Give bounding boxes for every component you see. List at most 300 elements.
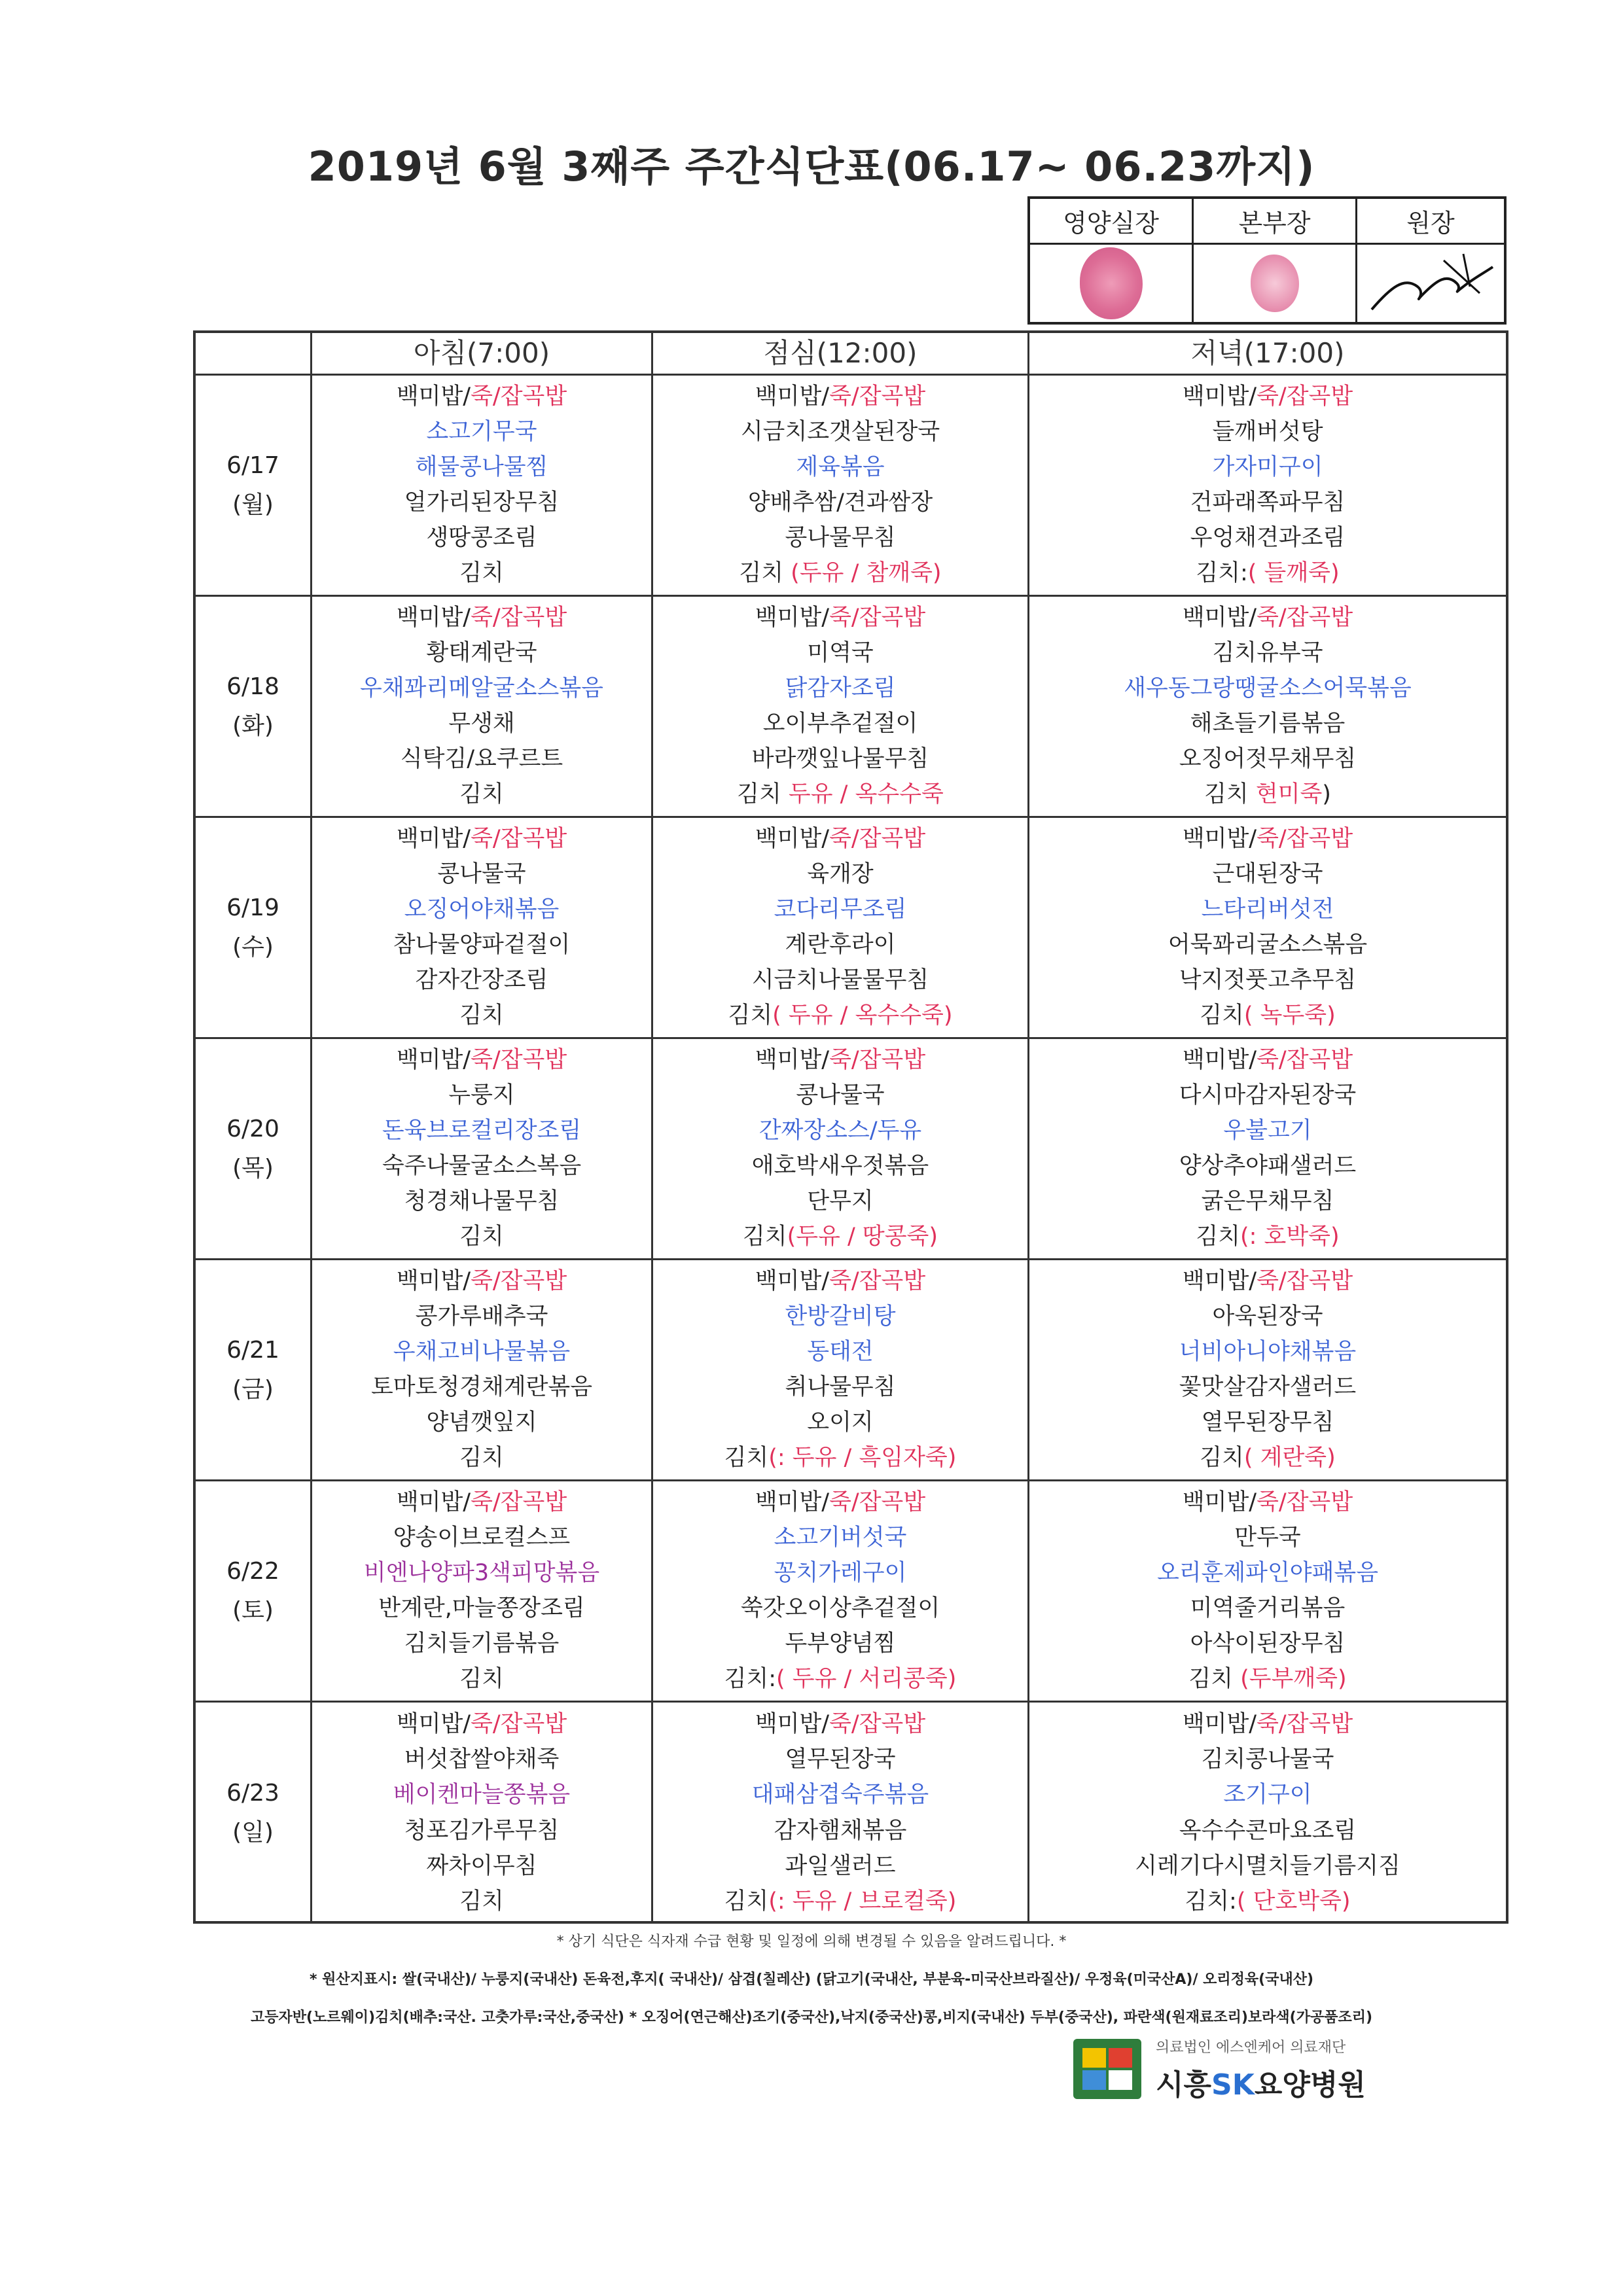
menu-item (1200, 1004, 1336, 1027)
menu-item-text: 짜차이무침 (426, 1852, 537, 1879)
menu-item (397, 828, 567, 851)
menu-item (360, 677, 603, 700)
menu-item (393, 1341, 570, 1364)
menu-item-text: 제육볶음 (796, 454, 885, 481)
menu-item-text: 비엔나양파3색피망볶음 (363, 1560, 600, 1587)
menu-item-text: 김치: (1196, 559, 1248, 586)
menu-item-text: 김치 (459, 1002, 504, 1029)
menu-item-text: 단무지 (807, 1188, 874, 1214)
menu-item-text: 우채꽈리메알굴소스볶음 (360, 675, 603, 702)
menu-item (396, 1710, 567, 1737)
menu-item (1183, 607, 1353, 629)
menu-item-text: 열무된장국 (785, 1746, 896, 1773)
menu-item-text: 옥수수콘마요조림 (1179, 1817, 1357, 1844)
menu-item (397, 385, 567, 408)
origin-notice-1: * 원산지표시: 쌀(국내산)/ 누룽지(국내산) 돈육전,후지( 국내산)/ 삼겹(칠레산) (닭고기(국내산, 부분육-미국산브라질산)/ 우정육(미국산A)/ 오리정육(국내산) (309, 1971, 1314, 1988)
approval-signature-cell (1357, 245, 1504, 322)
menu-item-text: 양념깻잎지 (426, 1409, 537, 1436)
menu-item-text: 죽/잡곡밥 (471, 383, 567, 410)
day-weekday: (월) (232, 491, 274, 518)
menu-item-text: 꽃맛살감자샐러드 (1179, 1373, 1357, 1400)
menu-item (759, 1120, 921, 1142)
menu-item-text: 오징어야채볶음 (404, 896, 560, 923)
menu-item (785, 1852, 896, 1879)
menu-item (459, 783, 504, 806)
meal-cell (653, 376, 1029, 597)
menu-item-text: 죽/잡곡밥 (829, 1047, 926, 1074)
menu-item-text: 무생채 (448, 710, 515, 737)
menu-item (785, 1373, 896, 1400)
hospital-subtitle: 의료법인 에스엔케어 의료재단 (1156, 2040, 1346, 2056)
day-weekday: (일) (232, 1819, 274, 1846)
menu-item-text: 꽁치가레구이 (774, 1560, 907, 1587)
menu-item-text: 토마토청경채계란볶음 (370, 1373, 593, 1400)
day-label-cell (196, 1481, 312, 1703)
day-date: 6/21 (226, 1336, 279, 1364)
meal-cell (312, 818, 653, 1039)
menu-item-text: 백미밥/ (1182, 383, 1257, 410)
menu-item-text: 백미밥/ (396, 383, 471, 410)
menu-item (755, 1049, 925, 1072)
corner-cell (196, 333, 312, 376)
menu-item-text: 죽/잡곡밥 (1257, 1710, 1353, 1737)
menu-item (807, 1411, 873, 1434)
menu-item (415, 966, 548, 993)
menu-item (807, 1341, 873, 1364)
menu-item (1124, 677, 1412, 700)
meal-cell (653, 1260, 1029, 1481)
menu-item (785, 1630, 896, 1657)
menu-item-text: ) (1322, 781, 1331, 807)
menu-item-text: 김치들기름볶음 (404, 1630, 560, 1657)
menu-item-text: 육개장 (807, 861, 874, 888)
menu-item (751, 1152, 929, 1179)
menu-item (1185, 1890, 1350, 1913)
origin-notice-2: 고등자반(노르웨이)김치(배추:국산. 고춧가루:국산,중국산) * 오징어(연근해산)조기(중국산),낙지(중국산)콩,비지(국내산) 두부(중국산), 파란색(원재료조리)보라색(가공품조리) (250, 2009, 1373, 2026)
meal-cell (653, 597, 1029, 818)
menu-item-text: 코다리무조림 (774, 896, 907, 923)
menu-item (1182, 1710, 1353, 1737)
menu-item-text: 백미밥/ (755, 1047, 830, 1074)
menu-item-text: 숙주나물굴소스복음 (382, 1152, 582, 1179)
menu-item (1183, 385, 1353, 408)
menu-item-text: 느타리버섯전 (1201, 896, 1334, 923)
menu-item (364, 1562, 599, 1585)
menu-item (416, 1305, 548, 1328)
menu-item-text: 죽/잡곡밥 (829, 383, 926, 410)
menu-item (737, 783, 944, 806)
menu-item (742, 1223, 938, 1250)
hospital-logo (1073, 2035, 1387, 2107)
menu-item (378, 1597, 584, 1620)
page-title: 2019년 6월 3째주 주간식단표(06.17~ 06.23까지) (308, 143, 1315, 190)
menu-item (437, 863, 526, 886)
menu-item-text: 시금치조갯살된장국 (740, 419, 940, 446)
day-label-cell (196, 376, 312, 597)
menu-item-text: 김치 (459, 559, 504, 586)
menu-item (459, 1890, 504, 1913)
menu-item (426, 1852, 537, 1879)
menu-item-text: 백미밥/ (396, 605, 471, 631)
menu-item-text: 오이부추겉절이 (762, 710, 918, 737)
menu-item-text: 쑥갓오이상추겉절이 (740, 1595, 940, 1621)
menu-item-text: 두부양념찜 (785, 1630, 896, 1657)
menu-item-text: 다시마감자된장국 (1179, 1082, 1357, 1109)
menu-item-text: 죽/잡곡밥 (1257, 826, 1353, 853)
day-weekday: (수) (232, 933, 274, 961)
menu-item-text: 죽/잡곡밥 (471, 826, 567, 853)
menu-item (741, 1597, 940, 1620)
menu-item-text: 김치 (739, 559, 791, 586)
menu-item-text: 미역국 (807, 640, 874, 667)
menu-item-text: 백미밥/ (396, 1710, 471, 1737)
menu-item-text: 돈육브로컬리장조림 (382, 1118, 582, 1144)
menu-item-text: 죽/잡곡밥 (1257, 1268, 1353, 1295)
menu-item-text: 죽/잡곡밥 (829, 1268, 926, 1295)
menu-item-text: 참나물양파겉절이 (393, 931, 571, 958)
menu-item-text: 소고기버섯국 (774, 1525, 907, 1551)
menu-item-text: 김치 (737, 781, 789, 807)
menu-item (796, 1084, 884, 1107)
menu-item-text: 들깨버섯탕 (1212, 419, 1323, 446)
menu-item (1204, 783, 1331, 806)
day-label-cell (196, 1039, 312, 1260)
menu-item (1196, 1223, 1340, 1250)
menu-item-text: 죽/잡곡밥 (829, 1489, 926, 1516)
menu-item (1183, 1270, 1353, 1293)
menu-item (459, 1665, 504, 1692)
menu-item (1202, 898, 1334, 921)
menu-item (755, 1270, 925, 1293)
menu-item (404, 1190, 560, 1213)
menu-item-text: 동태전 (807, 1339, 874, 1366)
seal-stamp (1251, 255, 1299, 312)
menu-item (755, 607, 925, 629)
menu-item-text: 백미밥/ (1182, 1710, 1257, 1737)
menu-item-text: 시레기다시멸치들기름지짐 (1135, 1852, 1400, 1879)
menu-item (1183, 1491, 1353, 1514)
menu-item-text: 베이켄마늘쫑볶음 (393, 1782, 571, 1809)
menu-item-text: (두유 / 참깨죽) (791, 559, 942, 586)
menu-item-text: 김치 (1200, 1002, 1244, 1029)
menu-item-text: 오징어젓무채무침 (1179, 745, 1357, 772)
menu-item-text: 백미밥/ (396, 1047, 471, 1074)
menu-item (755, 385, 925, 408)
menu-item-text: 죽/잡곡밥 (471, 1710, 567, 1737)
menu-item (1183, 1049, 1353, 1072)
column-header: 저녁(17:00) (1029, 333, 1506, 376)
column-header: 점심(12:00) (653, 333, 1029, 376)
menu-item (1202, 1190, 1334, 1213)
menu-item (393, 931, 571, 958)
menu-item (751, 745, 929, 772)
menu-item-text: 백미밥/ (1182, 1489, 1257, 1516)
menu-item (724, 1890, 957, 1913)
menu-item-text: ( 계란죽) (1243, 1444, 1336, 1471)
menu-item (397, 1491, 567, 1514)
menu-item-text: 오이지 (807, 1409, 874, 1436)
menu-item (459, 559, 504, 586)
menu-item (1212, 421, 1323, 444)
menu-item (1212, 642, 1323, 665)
meal-cell (1029, 597, 1506, 818)
menu-item (1202, 1411, 1334, 1434)
approval-role-nutrition: 영양실장 (1030, 199, 1194, 245)
menu-item-text: 해초들기름볶음 (1190, 710, 1346, 737)
meal-cell (1029, 1703, 1506, 1924)
menu-item-text: ( 두유 / 서리콩죽) (776, 1665, 957, 1692)
approval-role-head: 원장 (1357, 199, 1504, 245)
meal-cell (312, 376, 653, 597)
menu-item-text: 죽/잡곡밥 (1257, 1489, 1353, 1516)
menu-item-text: 너비아니야채볶음 (1179, 1339, 1357, 1366)
menu-item-text: 양상추야패샐러드 (1179, 1152, 1357, 1179)
day-weekday: (화) (232, 712, 274, 739)
menu-item-text: 김치 (459, 781, 504, 807)
menu-item-text: 백미밥/ (755, 383, 830, 410)
menu-item-text: 계란후라이 (785, 931, 896, 958)
menu-item-text: 생땅콩조림 (426, 524, 537, 551)
day-label-cell (196, 1260, 312, 1481)
menu-item (459, 1004, 504, 1027)
menu-item-text: 식탁김/요쿠르트 (400, 745, 563, 772)
menu-item-text: 양배추쌈/견과쌈장 (747, 489, 933, 516)
weekly-menu-table (193, 330, 1508, 1924)
menu-item (1179, 1817, 1357, 1844)
menu-item (404, 1630, 560, 1657)
menu-item-text: 죽/잡곡밥 (829, 1710, 926, 1737)
menu-item-text: 콩가루배추국 (415, 1303, 548, 1330)
menu-item-text: 콩나물무침 (785, 524, 896, 551)
day-date: 6/20 (226, 1115, 279, 1142)
menu-item-text: 애호박새우젓볶음 (751, 1152, 929, 1179)
menu-item (1190, 524, 1346, 551)
menu-item-text: 오리훈제파인야패볶음 (1156, 1560, 1379, 1587)
menu-item (774, 1527, 907, 1549)
menu-item-text: 백미밥/ (1182, 605, 1257, 631)
menu-item-text: 황태계란국 (426, 640, 537, 667)
column-header: 아침(7:00) (312, 333, 653, 376)
menu-item (448, 710, 515, 737)
menu-item-text: 콩나물국 (796, 1082, 885, 1109)
menu-item (1179, 745, 1357, 772)
menu-item-text: 시금치나물물무침 (751, 966, 929, 993)
meal-cell (653, 1039, 1029, 1260)
menu-item-text: 대패삼겹숙주볶음 (751, 1782, 929, 1809)
menu-item-text: 백미밥/ (755, 1710, 830, 1737)
menu-item-text: 만두국 (1234, 1525, 1301, 1551)
menu-item (807, 863, 873, 886)
seal-stamp (1080, 247, 1143, 319)
menu-item (448, 1084, 514, 1107)
menu-item-text: 백미밥/ (1182, 1047, 1257, 1074)
menu-item-text: 김치 (1200, 1444, 1244, 1471)
menu-item-text: 백미밥/ (755, 1489, 830, 1516)
day-weekday: (금) (232, 1375, 274, 1403)
menu-item-text: (: 호박죽) (1240, 1223, 1340, 1250)
approval-stamp-cell (1030, 245, 1194, 322)
menu-item (785, 1748, 895, 1771)
menu-item-text: 새우동그랑땡굴소스어묵볶음 (1124, 675, 1412, 702)
menu-change-notice: * 상기 식단은 식자재 수급 현황 및 일정에 의해 변경될 수 있음을 알려드립니다. * (556, 1934, 1067, 1950)
menu-item (1168, 931, 1368, 958)
menu-item-text: 김치 (459, 1665, 504, 1692)
day-date: 6/18 (226, 673, 279, 700)
day-weekday: (토) (232, 1597, 274, 1624)
menu-item-text: 열무된장무침 (1201, 1409, 1334, 1436)
menu-item (1135, 1852, 1400, 1879)
menu-item-text: 김치 (459, 1888, 504, 1915)
menu-item-text: 콩나물국 (437, 861, 526, 888)
menu-item (1212, 863, 1323, 886)
menu-item-text: 청포김가루무침 (404, 1817, 560, 1844)
menu-item-text: 버섯찹쌀야채죽 (404, 1746, 560, 1773)
menu-item (755, 828, 925, 851)
day-label-cell (196, 1703, 312, 1924)
menu-item (400, 745, 563, 772)
menu-item-text: 죽/잡곡밥 (471, 1489, 567, 1516)
menu-item (459, 1223, 504, 1250)
menu-item (1212, 1305, 1323, 1328)
menu-item (1179, 1373, 1357, 1400)
menu-item (426, 642, 537, 665)
day-label-cell (196, 597, 312, 818)
menu-item (774, 898, 907, 921)
meal-cell (653, 818, 1029, 1039)
menu-item (774, 1817, 907, 1844)
menu-item-text: 간짜장소스/두유 (758, 1118, 922, 1144)
meal-cell (1029, 818, 1506, 1039)
menu-item (751, 966, 929, 993)
menu-item (416, 456, 548, 479)
menu-item-text: 김치 (459, 1444, 504, 1471)
menu-item-text: 조기구이 (1223, 1782, 1312, 1809)
menu-item-text: ( 두유 / 옥수수죽) (772, 1002, 953, 1029)
menu-item (762, 710, 918, 737)
menu-item (1223, 1120, 1311, 1142)
menu-item-text: 백미밥/ (1182, 1268, 1257, 1295)
meal-cell (312, 1481, 653, 1703)
hospital-name: 시흥SK요양병원 (1156, 2068, 1366, 2102)
menu-item (724, 1665, 957, 1692)
menu-item-text: 해물콩나물찜 (415, 454, 548, 481)
menu-item-text: 낙지젓풋고추무침 (1179, 966, 1357, 993)
meal-cell (312, 1260, 653, 1481)
menu-item (1190, 1597, 1346, 1620)
menu-item (393, 1784, 570, 1807)
menu-item (370, 1373, 593, 1400)
menu-item (426, 421, 537, 444)
menu-item (1179, 1341, 1356, 1364)
menu-item (393, 1527, 570, 1549)
menu-item-text: ( 들깨죽) (1247, 559, 1340, 586)
menu-item (1179, 1084, 1356, 1107)
menu-item-text: 김치 (1204, 781, 1256, 807)
menu-item-text: 백미밥/ (755, 605, 830, 631)
menu-item-text: 죽/잡곡밥 (471, 1268, 567, 1295)
menu-item (724, 1444, 957, 1471)
menu-item-text: 죽/잡곡밥 (1257, 1047, 1353, 1074)
menu-item-text: 건파래쪽파무침 (1190, 489, 1346, 516)
menu-item (404, 898, 560, 921)
signature-mark (1365, 247, 1496, 319)
menu-item-text: 현미죽 (1255, 781, 1323, 807)
menu-item (1179, 966, 1357, 993)
menu-item-text: 김치 (459, 1223, 504, 1250)
menu-item (397, 607, 567, 629)
menu-item (1196, 559, 1340, 586)
menu-item (1183, 828, 1353, 851)
menu-item-text: 소고기무국 (426, 419, 537, 446)
menu-item (1190, 491, 1346, 514)
menu-item-text: 청경채나물무침 (404, 1188, 560, 1214)
meal-cell (653, 1703, 1029, 1924)
menu-item-text: 김치 (742, 1223, 787, 1250)
menu-item (382, 1120, 581, 1142)
menu-item-text: (두부깨죽) (1240, 1665, 1347, 1692)
menu-item-text: 어묵꽈리굴소스볶음 (1168, 931, 1368, 958)
menu-item-text: ( 녹두죽) (1243, 1002, 1336, 1029)
menu-item (796, 456, 884, 479)
menu-item-text: 백미밥/ (755, 1268, 830, 1295)
menu-item-text: 우불고기 (1223, 1118, 1312, 1144)
day-date: 6/17 (226, 451, 279, 479)
menu-item-text: 굵은무채무침 (1201, 1188, 1334, 1214)
menu-item-text: 김치: (724, 1665, 777, 1692)
day-date: 6/19 (226, 894, 279, 921)
approval-role-director: 본부장 (1194, 199, 1357, 245)
menu-item-text: 백미밥/ (396, 1268, 471, 1295)
menu-item-text: 죽/잡곡밥 (1257, 383, 1353, 410)
menu-item-text: 죽/잡곡밥 (829, 826, 926, 853)
menu-item-text: 근대된장국 (1212, 861, 1323, 888)
menu-item-text: (: 두유 / 흑임자죽) (768, 1444, 957, 1471)
meal-cell (1029, 1481, 1506, 1703)
menu-item (785, 524, 896, 551)
menu-item-text: 백미밥/ (396, 1489, 471, 1516)
menu-item (397, 1049, 567, 1072)
day-date: 6/23 (226, 1780, 279, 1807)
menu-item-text: 아삭이된장무침 (1190, 1630, 1346, 1657)
menu-item (1200, 1444, 1336, 1471)
day-date: 6/22 (226, 1557, 279, 1585)
approval-stamp-cell (1194, 245, 1357, 322)
menu-item-text: 김치 (724, 1888, 769, 1915)
meal-cell (1029, 1260, 1506, 1481)
menu-item-text: 바라깻잎나물무침 (751, 745, 929, 772)
day-weekday: (목) (232, 1154, 274, 1182)
menu-item (755, 1491, 925, 1514)
menu-item-text: 죽/잡곡밥 (1257, 605, 1353, 631)
menu-item-text: 반계란,마늘쫑장조림 (378, 1595, 585, 1621)
menu-item (755, 1710, 926, 1737)
menu-item (1179, 1152, 1357, 1179)
menu-item (426, 1411, 537, 1434)
menu-item (728, 1004, 953, 1027)
menu-item-text: 죽/잡곡밥 (471, 1047, 567, 1074)
menu-item-text: (: 두유 / 브로컬죽) (768, 1888, 957, 1915)
menu-item (1190, 710, 1346, 737)
menu-item-text: 백미밥/ (396, 826, 471, 853)
meal-cell (312, 1039, 653, 1260)
menu-item (459, 1444, 504, 1471)
meal-cell (1029, 376, 1506, 597)
menu-item (1212, 456, 1323, 479)
menu-item-text: 우엉채견과조림 (1190, 524, 1346, 551)
menu-item-text: 김치 (728, 1002, 773, 1029)
menu-item-text: 누룽지 (448, 1082, 515, 1109)
menu-item (404, 1748, 560, 1771)
